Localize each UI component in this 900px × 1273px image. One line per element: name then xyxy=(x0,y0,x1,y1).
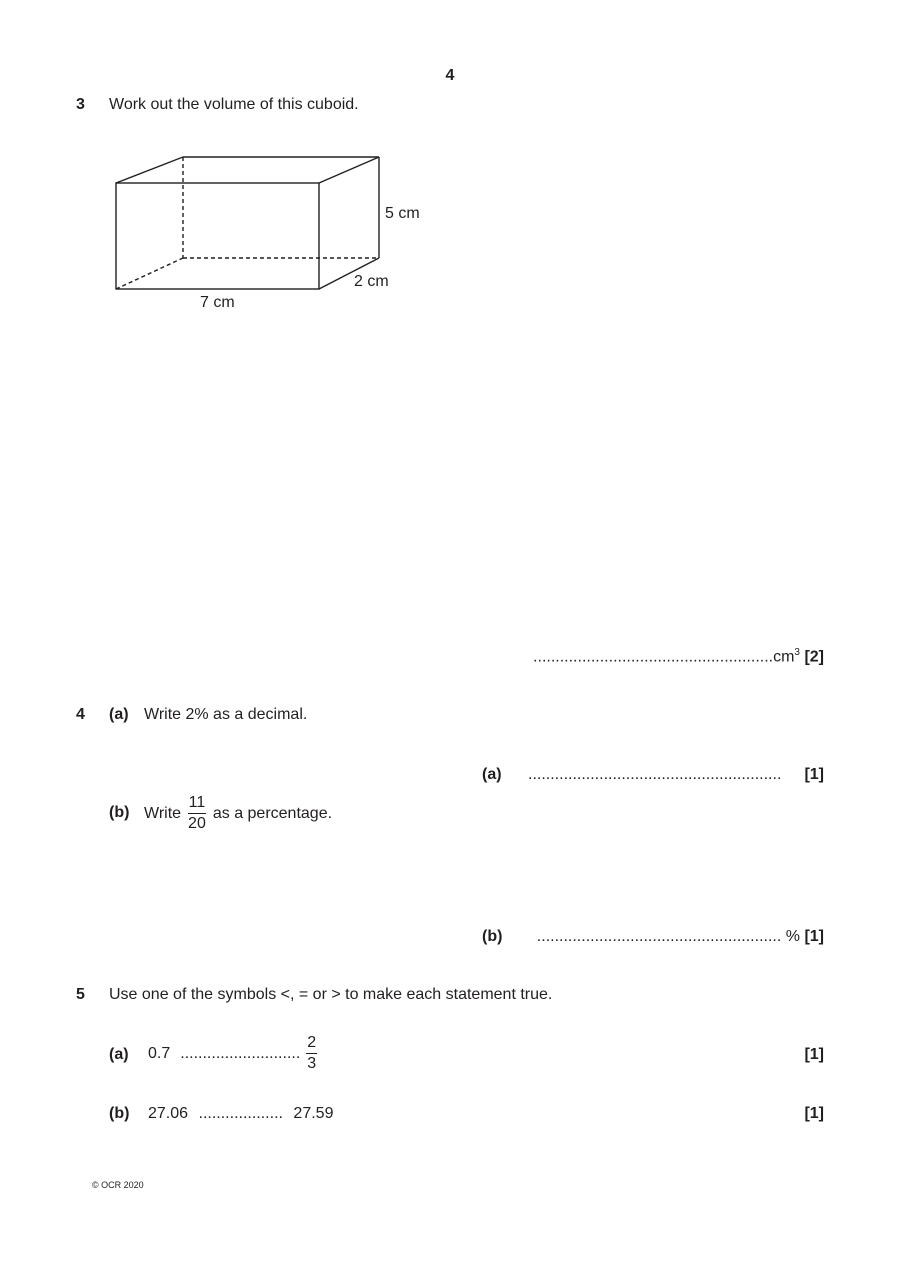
question-5b-dots[interactable]: ................... xyxy=(198,1105,283,1122)
cuboid-depth-label: 2 cm xyxy=(354,273,389,290)
question-5a-fraction-denominator: 3 xyxy=(307,1055,317,1073)
footer-copyright: © OCR 2020 xyxy=(92,1180,144,1190)
question-4a-label: (a) xyxy=(109,706,129,723)
question-4a-prompt: Write 2% as a decimal. xyxy=(144,706,308,723)
question-5a-marks: [1] xyxy=(804,1046,824,1063)
question-4b-answer-line xyxy=(537,928,824,946)
question-4b-answer-dots[interactable]: ....................................................... xyxy=(536,928,782,945)
question-4a-marks: [1] xyxy=(804,766,824,783)
question-3-answer-unit: cm xyxy=(773,648,795,666)
cuboid-height-label: 5 cm xyxy=(385,205,420,222)
question-5b-left-value: 27.06 xyxy=(148,1105,189,1122)
question-4a-answer-label: (a) xyxy=(482,766,502,783)
question-4b-marks: [1] xyxy=(804,928,824,945)
question-4b-prompt-after: as a percentage. xyxy=(212,804,333,822)
question-5a-label: (a) xyxy=(109,1046,129,1063)
question-3-prompt: Work out the volume of this cuboid. xyxy=(109,96,359,113)
question-3-marks: [2] xyxy=(804,648,824,666)
question-5-prompt: Use one of the symbols <, = or > to make each statement true. xyxy=(109,986,553,1003)
question-3-answer-dots[interactable]: ...................................................... xyxy=(533,648,774,666)
question-5a-statement xyxy=(148,1034,317,1074)
question-5b-marks: [1] xyxy=(804,1105,824,1122)
question-4b-label: (b) xyxy=(109,804,130,821)
question-5a-dots[interactable]: ........................... xyxy=(180,1044,301,1062)
cuboid-top-left-edge xyxy=(116,157,183,183)
question-4b-answer-unit: % xyxy=(785,928,800,945)
question-4-number: 4 xyxy=(76,706,85,723)
question-5a-left-value: 0.7 xyxy=(148,1044,171,1062)
question-5a-fraction-numerator: 2 xyxy=(306,1034,317,1054)
cuboid-width-label: 7 cm xyxy=(200,294,235,311)
question-4a-answer-dots[interactable]: ......................................................... xyxy=(528,766,782,783)
cuboid-hidden-depth-edge xyxy=(116,258,183,289)
question-4b-fraction-denominator: 20 xyxy=(188,815,206,833)
cuboid-front-face xyxy=(116,183,319,289)
cuboid-top-right-edge xyxy=(319,157,379,183)
question-5b-statement xyxy=(148,1105,333,1123)
question-3-number: 3 xyxy=(76,96,85,113)
question-4b-answer-label: (b) xyxy=(482,928,503,945)
question-4b-fraction-numerator: 11 xyxy=(188,794,207,814)
question-5-number: 5 xyxy=(76,986,85,1003)
question-3-answer-line xyxy=(533,647,824,666)
question-5b-right-value: 27.59 xyxy=(293,1105,334,1122)
question-5b-label: (b) xyxy=(109,1105,130,1122)
question-4b-prompt-before: Write xyxy=(144,804,182,822)
question-3-answer-unit-power: 3 xyxy=(794,647,800,658)
question-4b-fraction xyxy=(187,794,207,834)
question-5a-fraction xyxy=(306,1034,317,1074)
page-number: 4 xyxy=(445,67,455,84)
question-4b-prompt xyxy=(144,794,332,834)
cuboid-diagram xyxy=(100,145,440,320)
